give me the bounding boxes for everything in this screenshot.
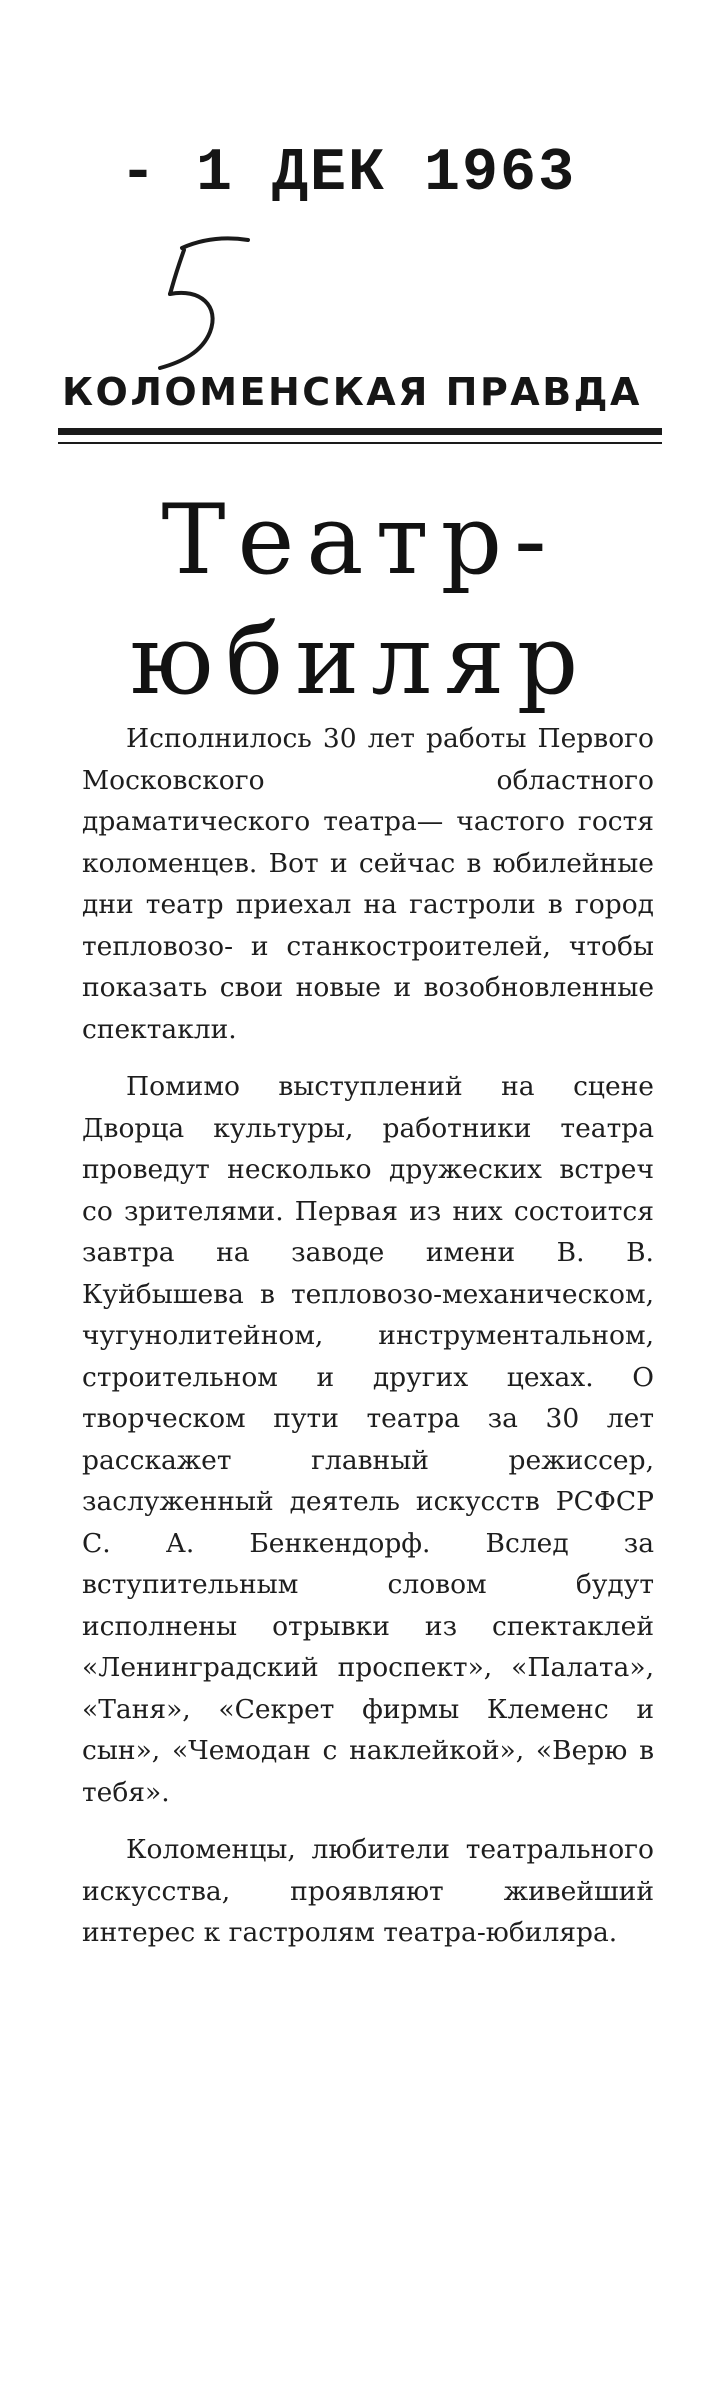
article-paragraph-1: Исполнилось 30 лет работы Первого Московского областного драматического театра— частого гостя коломенцев. Вот и сейчас в юбилейные дни театр приехал на гастроли в город тепловозо- и станкостроителей, чтобы показать свои новые и возобновленные спектакли. [82, 723, 654, 1045]
newspaper-masthead: КОЛОМЕНСКАЯ ПРАВДА [62, 370, 642, 414]
masthead-rule-thin [58, 442, 662, 444]
date-stamp: - 1 ДЕК 1963 [120, 140, 577, 208]
article-body [82, 718, 654, 1970]
handwritten-number-mark [130, 228, 270, 378]
article-paragraph-3: Коломенцы, любители театрального искусства, проявляют живейший интерес к гастролям театра-юбиляра. [82, 1834, 654, 1948]
headline-line-1: Театр- [161, 484, 559, 596]
article-headline [70, 480, 650, 720]
article-paragraph-2: Помимо выступлений на сцене Дворца культуры, работники театра проведут несколько дружеских встреч со зрителями. Первая из них состоится завтра на заводе имени В. В. Куйбышева в тепловозо-механическом, чугунолитейном, инструментальном, строительном и других цехах. О творческом пути театра за 30 лет расскажет главный режиссер, заслуженный деятель искусств РСФСР С. А. Бенкендорф. Вслед за вступительным словом будут исполнены отрывки из спектаклей «Ленинградский проспект», «Палата», «Таня», «Секрет фирмы Клеменс и сын», «Чемодан с наклейкой», «Верю в тебя». [82, 1071, 654, 1808]
headline-line-2: юбиляр [129, 604, 591, 716]
masthead-rule [58, 428, 662, 435]
